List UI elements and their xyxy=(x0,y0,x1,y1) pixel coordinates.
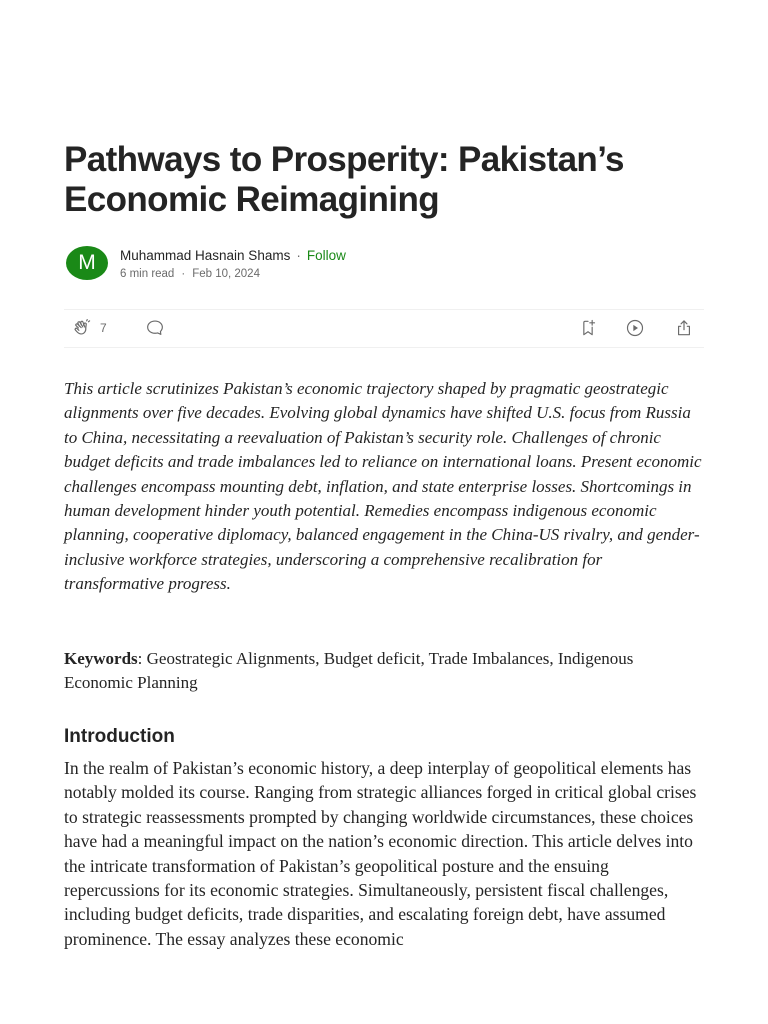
comment-icon xyxy=(145,318,165,338)
article-title: Pathways to Prosperity: Pakistan’s Economic Reimagining xyxy=(64,140,624,219)
introduction-heading: Introduction xyxy=(64,726,175,747)
introduction-paragraph: In the realm of Pakistan’s economic history, a deep interplay of geopolitical elements has notably molded its course. Ranging from strategic alliances forged in critical global crises to strategic reassessments prompted by changing worldwide circumstances, these choices have had a meaningful impact on the nation’s economic direction. This article delves into the intricate transformation of Pakistan’s geopolitical posture and the ensuing repercussions for its economic strategies. Simultaneously, persistent fiscal challenges, including budget deficits, trade disparities, and escalating foreign debt, have assumed prominence. The essay analyzes these economic xyxy=(64,758,697,949)
clap-button[interactable] xyxy=(72,318,107,338)
byline xyxy=(64,244,704,284)
clap-count: 7 xyxy=(100,321,107,335)
comment-button[interactable] xyxy=(145,318,165,338)
author-name[interactable]: Muhammad Hasnain Shams xyxy=(120,248,291,263)
separator-dot: · xyxy=(181,268,186,280)
author-row xyxy=(120,248,346,263)
save-button[interactable] xyxy=(578,318,598,338)
author-avatar[interactable]: M xyxy=(66,246,108,280)
listen-play-icon xyxy=(625,318,645,338)
publish-date: Feb 10, 2024 xyxy=(192,268,260,280)
article-meta xyxy=(120,268,260,280)
read-time: 6 min read xyxy=(120,268,175,280)
share-icon xyxy=(674,318,694,338)
separator-dot: · xyxy=(296,248,301,263)
listen-button[interactable] xyxy=(625,318,645,338)
keywords-paragraph xyxy=(64,647,704,696)
follow-button[interactable]: Follow xyxy=(306,248,346,263)
keywords-text: : Geostrategic Alignments, Budget deficit, Trade Imbalances, Indigenous Economic Planning xyxy=(64,649,634,693)
article-abstract: This article scrutinizes Pakistan’s economic trajectory shaped by pragmatic geostrategic alignments over five decades. Evolving global dynamics have shifted U.S. focus from Russia to China, necessitating a reevaluation of Pakistan’s security role. Challenges of chronic budget deficits and trade imbalances led to reliance on international loans. Present economic challenges encompass mounting debt, inflation, and state enterprise losses. Shortcomings in human development hinder youth potential. Remedies encompass indigenous economic planning, cooperative diplomacy, balanced engagement in the China-US rivalry, and gender-inclusive workforce strategies, underscoring a comprehensive recalibration for transformative progress. xyxy=(64,379,702,594)
keywords-label: Keywords xyxy=(64,649,138,668)
share-button[interactable] xyxy=(674,318,694,338)
bookmark-add-icon xyxy=(578,318,598,338)
action-bar xyxy=(64,309,704,348)
clap-icon xyxy=(72,317,94,339)
